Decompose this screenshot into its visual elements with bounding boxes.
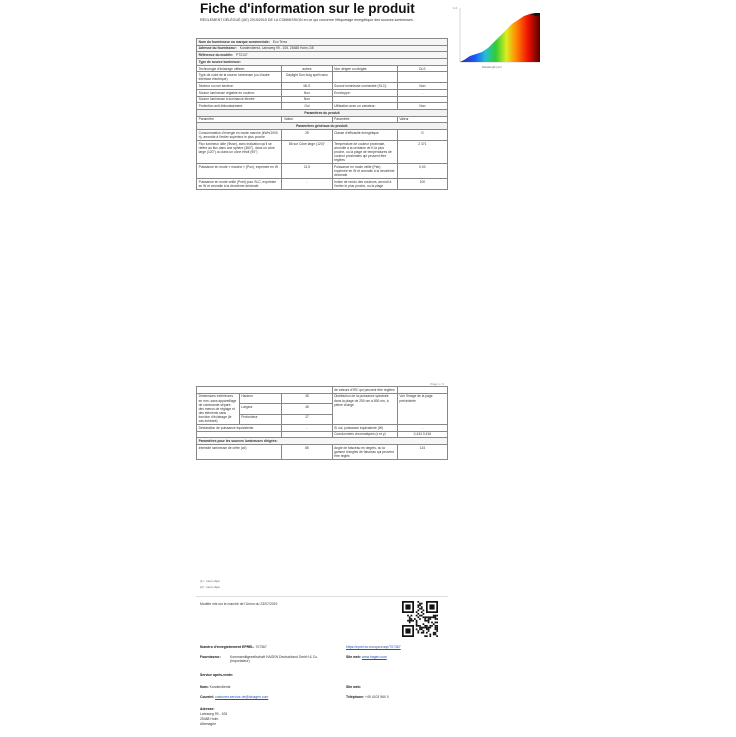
- qr-module: [424, 625, 426, 627]
- qr-module: [419, 615, 421, 617]
- table-cell: Source lumineuse connectée (SLC):: [332, 83, 397, 90]
- table-cell: 45: [282, 404, 332, 414]
- qr-module: [424, 616, 426, 618]
- qr-module: [436, 618, 438, 620]
- table-cell: [397, 387, 447, 394]
- qr-module: [417, 616, 419, 618]
- supplier-row: [197, 39, 448, 46]
- table-cell: Flux lumineux utile (Φuse), avec indication qu'il se réfère au flux dans une sphère (360°), dans un cône large (120°) ou dans un cône étroit (90°): [197, 140, 282, 163]
- table-row: [197, 89, 448, 96]
- market-date-text: Modèle mis sur le marché de l'Union du 23/07/2019: [200, 602, 278, 606]
- email-label: Courriel:: [200, 695, 215, 699]
- table-row: [197, 130, 448, 141]
- table-cell: Non: [282, 96, 332, 103]
- qr-module: [435, 615, 437, 617]
- website-label: Site web:: [346, 655, 361, 659]
- eprel-value: 707367: [255, 645, 267, 649]
- qr-module: [411, 615, 413, 617]
- spectrum-top-label: 1.0: [453, 6, 458, 10]
- supplier-row-label: Nom du fournisseur ou marque commerciale:: [198, 39, 270, 44]
- qr-module: [421, 606, 423, 608]
- qr-module: [421, 628, 423, 630]
- table-cell: 25: [282, 130, 332, 141]
- table-cell: 86 sur Cône large (120)°: [282, 140, 332, 163]
- table-cell: Oui: [282, 103, 332, 110]
- qr-module: [436, 625, 438, 627]
- qr-module: [417, 625, 419, 627]
- table-cell: 0,00: [397, 163, 447, 178]
- table-cell: Valeur: [282, 116, 332, 123]
- table-cell: Puissance en mode « marche » (Pon), exprimée en W: [197, 163, 282, 178]
- qr-module: [416, 628, 418, 630]
- spectrum-curve: [460, 13, 540, 62]
- table-cell: Paramètre: [332, 116, 397, 123]
- supplier-row-value: Kundendienst, Lahnweg 99 - 105, 25488 Holm, DE: [239, 46, 315, 51]
- table-cell: 45: [282, 393, 332, 403]
- qr-module: [421, 608, 423, 610]
- qr-module: [417, 632, 419, 634]
- qr-module: [423, 616, 425, 618]
- qr-module: [433, 623, 435, 625]
- table-cell: Voir l'image de la page précédente: [397, 393, 447, 424]
- table-cell: [332, 72, 397, 83]
- supplier-value: Kommanditgesellschaft HAGEN Deutschland GmbH & Co. (Importateur): [230, 655, 319, 664]
- qr-module: [421, 632, 423, 634]
- table-row: [197, 83, 448, 90]
- service-website-label: Site web:: [346, 685, 361, 689]
- qr-module: [428, 630, 430, 632]
- fiche-page-1: [196, 0, 448, 374]
- qr-module: [423, 630, 425, 632]
- qr-module: [409, 618, 411, 620]
- qr-module: [436, 630, 438, 632]
- qr-module: [426, 635, 428, 637]
- table-cell: Technologie d'éclairage utilisée:: [197, 65, 282, 72]
- table-row: [197, 65, 448, 72]
- qr-module: [435, 625, 437, 627]
- table-cell: de valeurs d'IRC qui peuvent être réglées: [332, 387, 397, 394]
- qr-module: [423, 623, 425, 625]
- table-cell: [197, 45, 448, 52]
- qr-module: [416, 623, 418, 625]
- table-cell: 17: [282, 414, 332, 424]
- qr-module: [435, 628, 437, 630]
- table-cell: Indice de rendu des couleurs, arrondi à l'entier le plus proche, ou la plage: [332, 178, 397, 189]
- qr-module: [414, 618, 416, 620]
- table-cell: Puissance en mode veille (Psb), exprimée en W et arrondie à la deuxième décimale: [332, 163, 397, 178]
- address-label: Adresse:: [200, 707, 215, 711]
- table-cell: -: [397, 89, 447, 96]
- address-line-3: Allemagne: [200, 722, 217, 726]
- qr-module: [409, 616, 411, 618]
- regulation-text: RÈGLEMENT DÉLÉGUÉ (UE) 2019/2015 DE LA COMMISSION en ce qui concerne l'étiquetage énergétique des sources lumineuses: [200, 18, 413, 22]
- column-header-row: [197, 116, 448, 123]
- table-row: [197, 140, 448, 163]
- qr-module: [419, 627, 421, 629]
- table-cell: G: [397, 130, 447, 141]
- qr-module: [435, 618, 437, 620]
- table-cell: [397, 96, 447, 103]
- table-cell: Enveloppe:: [332, 89, 397, 96]
- qr-module: [426, 625, 428, 627]
- table-cell: Non: [282, 89, 332, 96]
- qr-module: [435, 627, 437, 629]
- table-cell: autres: [282, 65, 332, 72]
- table-cell: 85: [282, 445, 332, 460]
- footnotes: [200, 578, 220, 590]
- table-cell: Utilisation avec un variateur:: [332, 103, 397, 110]
- table-cell: Distribution de la puissance spectrale dans la plage de 250 nm à 800 nm, à pleine charge: [332, 393, 397, 424]
- qr-module: [412, 620, 414, 622]
- table-cell: Largeur: [239, 404, 282, 414]
- table-row: [197, 163, 448, 178]
- qr-module: [435, 616, 437, 618]
- qr-module: [417, 606, 419, 608]
- table-row: [197, 431, 448, 438]
- table-cell: Classe d'efficacité énergétique: [332, 130, 397, 141]
- spectrum-axis-label: Wavelength (nm): [482, 66, 502, 69]
- table-cell: [332, 96, 397, 103]
- supplier-row-value: PT2137: [236, 53, 248, 58]
- table-cell: Non: [397, 83, 447, 90]
- qr-module: [416, 615, 418, 617]
- table-cell: Intensité lumineuse de crête (cd): [197, 445, 282, 460]
- table-row: [197, 387, 448, 394]
- table-cell: 124: [397, 445, 447, 460]
- qr-module: [428, 628, 430, 630]
- table-row: [197, 178, 448, 189]
- qr-module: [435, 632, 437, 634]
- qr-module: [428, 620, 430, 622]
- table-cell: Puissance en mode veille (Pnet) pour SLC, exprimée en W et arrondie à la deuxième décimale: [197, 178, 282, 189]
- eprel-link[interactable]: https://eprel.ec.europa.eu/qr/707367: [346, 645, 401, 649]
- table-cell: [197, 387, 333, 394]
- qr-module: [419, 608, 421, 610]
- qr-module: [433, 632, 435, 634]
- qr-module: [426, 632, 428, 634]
- qr-module: [419, 604, 421, 606]
- qr-module: [428, 618, 430, 620]
- table-row: [197, 424, 448, 431]
- page-number: Page 1 / 2: [430, 382, 444, 386]
- qr-module: [416, 625, 418, 627]
- qr-module: [429, 616, 431, 618]
- table-cell: Source lumineuse à luminance élevée:: [197, 96, 282, 103]
- qr-module: [417, 604, 419, 606]
- table-cell: Si oui, puissance équivalente (W): [332, 424, 397, 431]
- qr-module: [409, 622, 411, 624]
- table-cell: 0,434 0,416: [397, 431, 447, 438]
- qr-module: [426, 628, 428, 630]
- table-cell: [397, 72, 447, 83]
- footnote-2: (2) : sans objet: [200, 585, 220, 589]
- table-row: [197, 72, 448, 83]
- qr-module: [435, 622, 437, 624]
- qr-module: [421, 611, 423, 613]
- table-cell: Angle de faisceau en degrés, ou la gamme d'angles de faisceau qui peuvent être réglés: [332, 445, 397, 460]
- table-cell: Non: [397, 103, 447, 110]
- phone-label: Téléphone:: [346, 695, 365, 699]
- qr-module: [405, 604, 410, 609]
- qr-module: [429, 604, 434, 609]
- qr-module: [428, 622, 430, 624]
- qr-module: [431, 616, 433, 618]
- qr-module: [411, 618, 413, 620]
- table-cell: Consommation d'énergie en mode marche (kWh/1000 h), arrondie à l'entier supérieur le plus proche: [197, 130, 282, 141]
- qr-module: [426, 616, 428, 618]
- dimension-row: [197, 393, 448, 403]
- table-cell: Type de culot de la source lumineuse (ou d'autre interface électrique): [197, 72, 282, 83]
- address-line-1: Lahnweg 99 - 105: [200, 712, 228, 716]
- qr-code-icon: [402, 601, 438, 637]
- table-cell: Secteur ou non secteur:: [197, 83, 282, 90]
- qr-module: [417, 610, 419, 612]
- qr-module: [431, 622, 433, 624]
- table-cell: -: [282, 178, 332, 189]
- table-cell: -: [282, 424, 332, 431]
- service-name-value: Kundendienst: [209, 685, 231, 689]
- qr-module: [428, 627, 430, 629]
- qr-module: [421, 627, 423, 629]
- supplier-row: [197, 45, 448, 52]
- table-cell: 21,5: [282, 163, 332, 178]
- qr-module: [416, 622, 418, 624]
- table-row: [197, 103, 448, 110]
- fiche-page-2: [196, 382, 448, 592]
- table-cell: [197, 431, 282, 438]
- table-cell: Température de couleur proximale, arrondie à la centaine de K la plus proche, ou la plage de températures de couleur proximales qui peuvent être réglées: [332, 140, 397, 163]
- qr-module: [419, 625, 421, 627]
- section-header-row: [197, 438, 448, 445]
- qr-module: [433, 615, 435, 617]
- supplier-row-label: Adresse du fournisseur:: [198, 46, 237, 51]
- table-cell: Déclaration de puissance équivalente: [197, 424, 282, 431]
- table-cell: [197, 52, 448, 59]
- spectral-distribution-chart: [452, 4, 544, 76]
- table-cell: Type de source lumineuse:: [197, 59, 448, 66]
- supplier-row-value: Eco Terra: [272, 39, 287, 44]
- website-link[interactable]: www.hagen.com: [361, 655, 387, 659]
- qr-module: [419, 618, 421, 620]
- table-cell: Valeur: [397, 116, 447, 123]
- table-cell: Paramètres pour les sources lumineuses dirigées:: [197, 438, 448, 445]
- qr-module: [423, 610, 425, 612]
- table-cell: Coordonnées chromatiques (x et y): [332, 431, 397, 438]
- eprel-label: Numéro d'enregistrement EPREL:: [200, 645, 255, 649]
- supplier-row: [197, 52, 448, 59]
- product-info-table-continued: [196, 386, 448, 460]
- supplier-row-label: Référence du modèle:: [198, 53, 234, 58]
- table-cell: [197, 39, 448, 46]
- qr-module: [429, 625, 431, 627]
- table-cell: Dimensions extérieures en mm, sans appareillage de commande séparé, des menus de réglage et des éléments sans fonction d'éclairage (le cas échéant): [197, 393, 240, 424]
- qr-module: [423, 613, 425, 615]
- address-line-2: 25488 Holm: [200, 717, 219, 721]
- qr-module: [411, 620, 413, 622]
- qr-module: [423, 627, 425, 629]
- qr-module: [416, 611, 418, 613]
- section-header-row: [197, 59, 448, 66]
- fiche-page-3: [196, 596, 448, 737]
- product-info-table: [196, 38, 448, 190]
- table-cell: 100: [397, 178, 447, 189]
- qr-module: [409, 620, 411, 622]
- table-cell: MLS: [282, 83, 332, 90]
- table-cell: [282, 431, 332, 438]
- qr-module: [426, 627, 428, 629]
- table-cell: -: [397, 424, 447, 431]
- qr-module: [435, 634, 437, 636]
- table-cell: 2 371: [397, 140, 447, 163]
- qr-module: [407, 620, 409, 622]
- section-header-row: [197, 123, 448, 130]
- qr-module: [419, 603, 421, 605]
- table-cell: Source lumineuse réglable en couleur:: [197, 89, 282, 96]
- service-name-label: Nom:: [200, 685, 209, 689]
- table-cell: DLS: [397, 65, 447, 72]
- table-cell: Hauteur: [239, 393, 282, 403]
- qr-module: [429, 634, 431, 636]
- qr-module: [429, 635, 431, 637]
- table-row: [197, 445, 448, 460]
- phone-value: +49 4103 960 0: [365, 695, 389, 699]
- table-row: [197, 96, 448, 103]
- footnote-1: (1) : sans objet: [200, 579, 220, 583]
- qr-module: [436, 627, 438, 629]
- supplier-label: Fournisseur:: [200, 655, 221, 659]
- qr-module: [423, 632, 425, 634]
- qr-module: [417, 630, 419, 632]
- table-cell: Paramètres du produit: [197, 109, 448, 116]
- page-title: Fiche d'information sur le produit: [200, 1, 415, 16]
- email-link[interactable]: customer.service-de@tchagen.com: [215, 695, 269, 699]
- qr-module: [436, 628, 438, 630]
- table-cell: Paramètre: [197, 116, 282, 123]
- qr-module: [424, 635, 426, 637]
- table-cell: Profondeur: [239, 414, 282, 424]
- qr-module: [416, 620, 418, 622]
- qr-module: [436, 622, 438, 624]
- table-cell: Daylight Sun bulg spell nano: [282, 72, 332, 83]
- qr-module: [417, 601, 419, 603]
- qr-module: [424, 620, 426, 622]
- qr-module: [417, 613, 419, 615]
- qr-module: [424, 627, 426, 629]
- qr-module: [407, 615, 409, 617]
- qr-module: [436, 615, 438, 617]
- qr-module: [431, 625, 433, 627]
- qr-module: [421, 603, 423, 605]
- qr-module: [421, 615, 423, 617]
- qr-module: [419, 628, 421, 630]
- qr-module: [429, 627, 431, 629]
- qr-module: [433, 634, 435, 636]
- qr-module: [424, 618, 426, 620]
- qr-module: [429, 618, 431, 620]
- qr-module: [405, 628, 410, 633]
- qr-module: [436, 635, 438, 637]
- table-cell: Protection anti-éblouissement:: [197, 103, 282, 110]
- qr-module: [426, 620, 428, 622]
- section-header-row: [197, 109, 448, 116]
- qr-module: [433, 616, 435, 618]
- table-cell: Paramètres généraux du produit:: [197, 123, 448, 130]
- service-label: Service après-vente:: [200, 673, 234, 677]
- qr-module: [428, 616, 430, 618]
- table-cell: Non dirigée ou dirigée:: [332, 65, 397, 72]
